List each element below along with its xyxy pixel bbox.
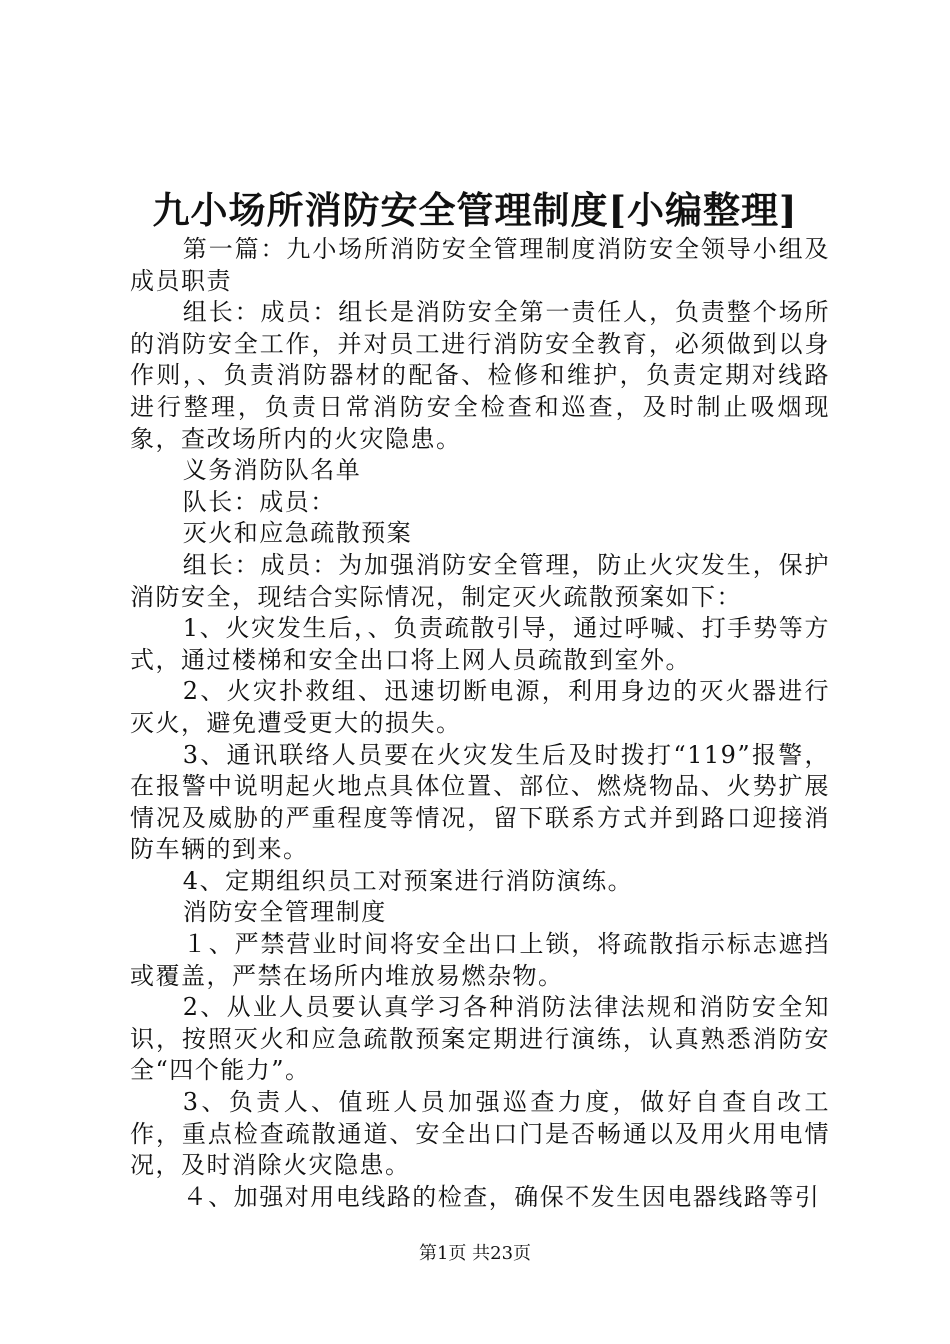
paragraph: 1、火灾发生后，、负责疏散引导，通过呼喊、打手势等方式，通过楼梯和安全出口将上网人员疏散到室外。 — [130, 614, 830, 674]
paragraph: 队长：成员： — [182, 487, 336, 516]
document-title: 九小场所消防安全管理制度[小编整理] — [152, 188, 798, 232]
paragraph: 组长：成员：为加强消防安全管理，防止火灾发生，保护消防安全，现结合实际情况，制定灭火疏散预案如下： — [130, 550, 830, 611]
paragraph: 4、定期组织员工对预案进行消防演练。 — [182, 866, 634, 895]
paragraph: ４、加强对用电线路的检查，确保不发生因电器线路等引 — [182, 1182, 821, 1211]
page-number: 第1页 共23页 — [418, 1243, 532, 1264]
paragraph: 灭火和应急疏散预案 — [182, 519, 413, 548]
paragraph: 3、负责人、值班人员加强巡查力度，做好自查自改工作，重点检查疏散通道、安全出口门是否畅通以及用火用电情况，及时消除火灾隐患。 — [130, 1088, 830, 1180]
paragraph: 2、火灾扑救组、迅速切断电源，利用身边的灭火器进行灭火，避免遭受更大的损失。 — [130, 677, 830, 737]
paragraph: １、严禁营业时间将安全出口上锁，将疏散指示标志遮挡或覆盖，严禁在场所内堆放易燃杂物。 — [130, 930, 830, 990]
paragraph: 3、通讯联络人员要在火灾发生后及时拨打“119”报警，在报警中说明起火地点具体位置、部位、燃烧物品、火势扩展情况及威胁的严重程度等情况，留下联系方式并到路口迎接消防车辆的到来。 — [130, 740, 830, 864]
paragraph: 义务消防队名单 — [182, 456, 362, 485]
paragraph: 消防安全管理制度 — [182, 898, 387, 927]
paragraph: 2、从业人员要认真学习各种消防法律法规和消防安全知识，按照灭火和应急疏散预案定期进行演练，认真熟悉消防安全“四个能力”。 — [130, 993, 830, 1085]
document-body — [130, 234, 830, 1213]
paragraph: 组长：成员：组长是消防安全第一责任人，负责整个场所的消防安全工作，并对员工进行消防安全教育，必须做到以身作则，、负责消防器材的配备、检修和维护，负责定期对线路进行整理，负责日常消防安全检查和巡查，及时制止吸烟现象，查改场所内的火灾隐患。 — [130, 298, 830, 453]
paragraph: 第一篇：九小场所消防安全管理制度消防安全领导小组及成员职责 — [130, 235, 830, 295]
